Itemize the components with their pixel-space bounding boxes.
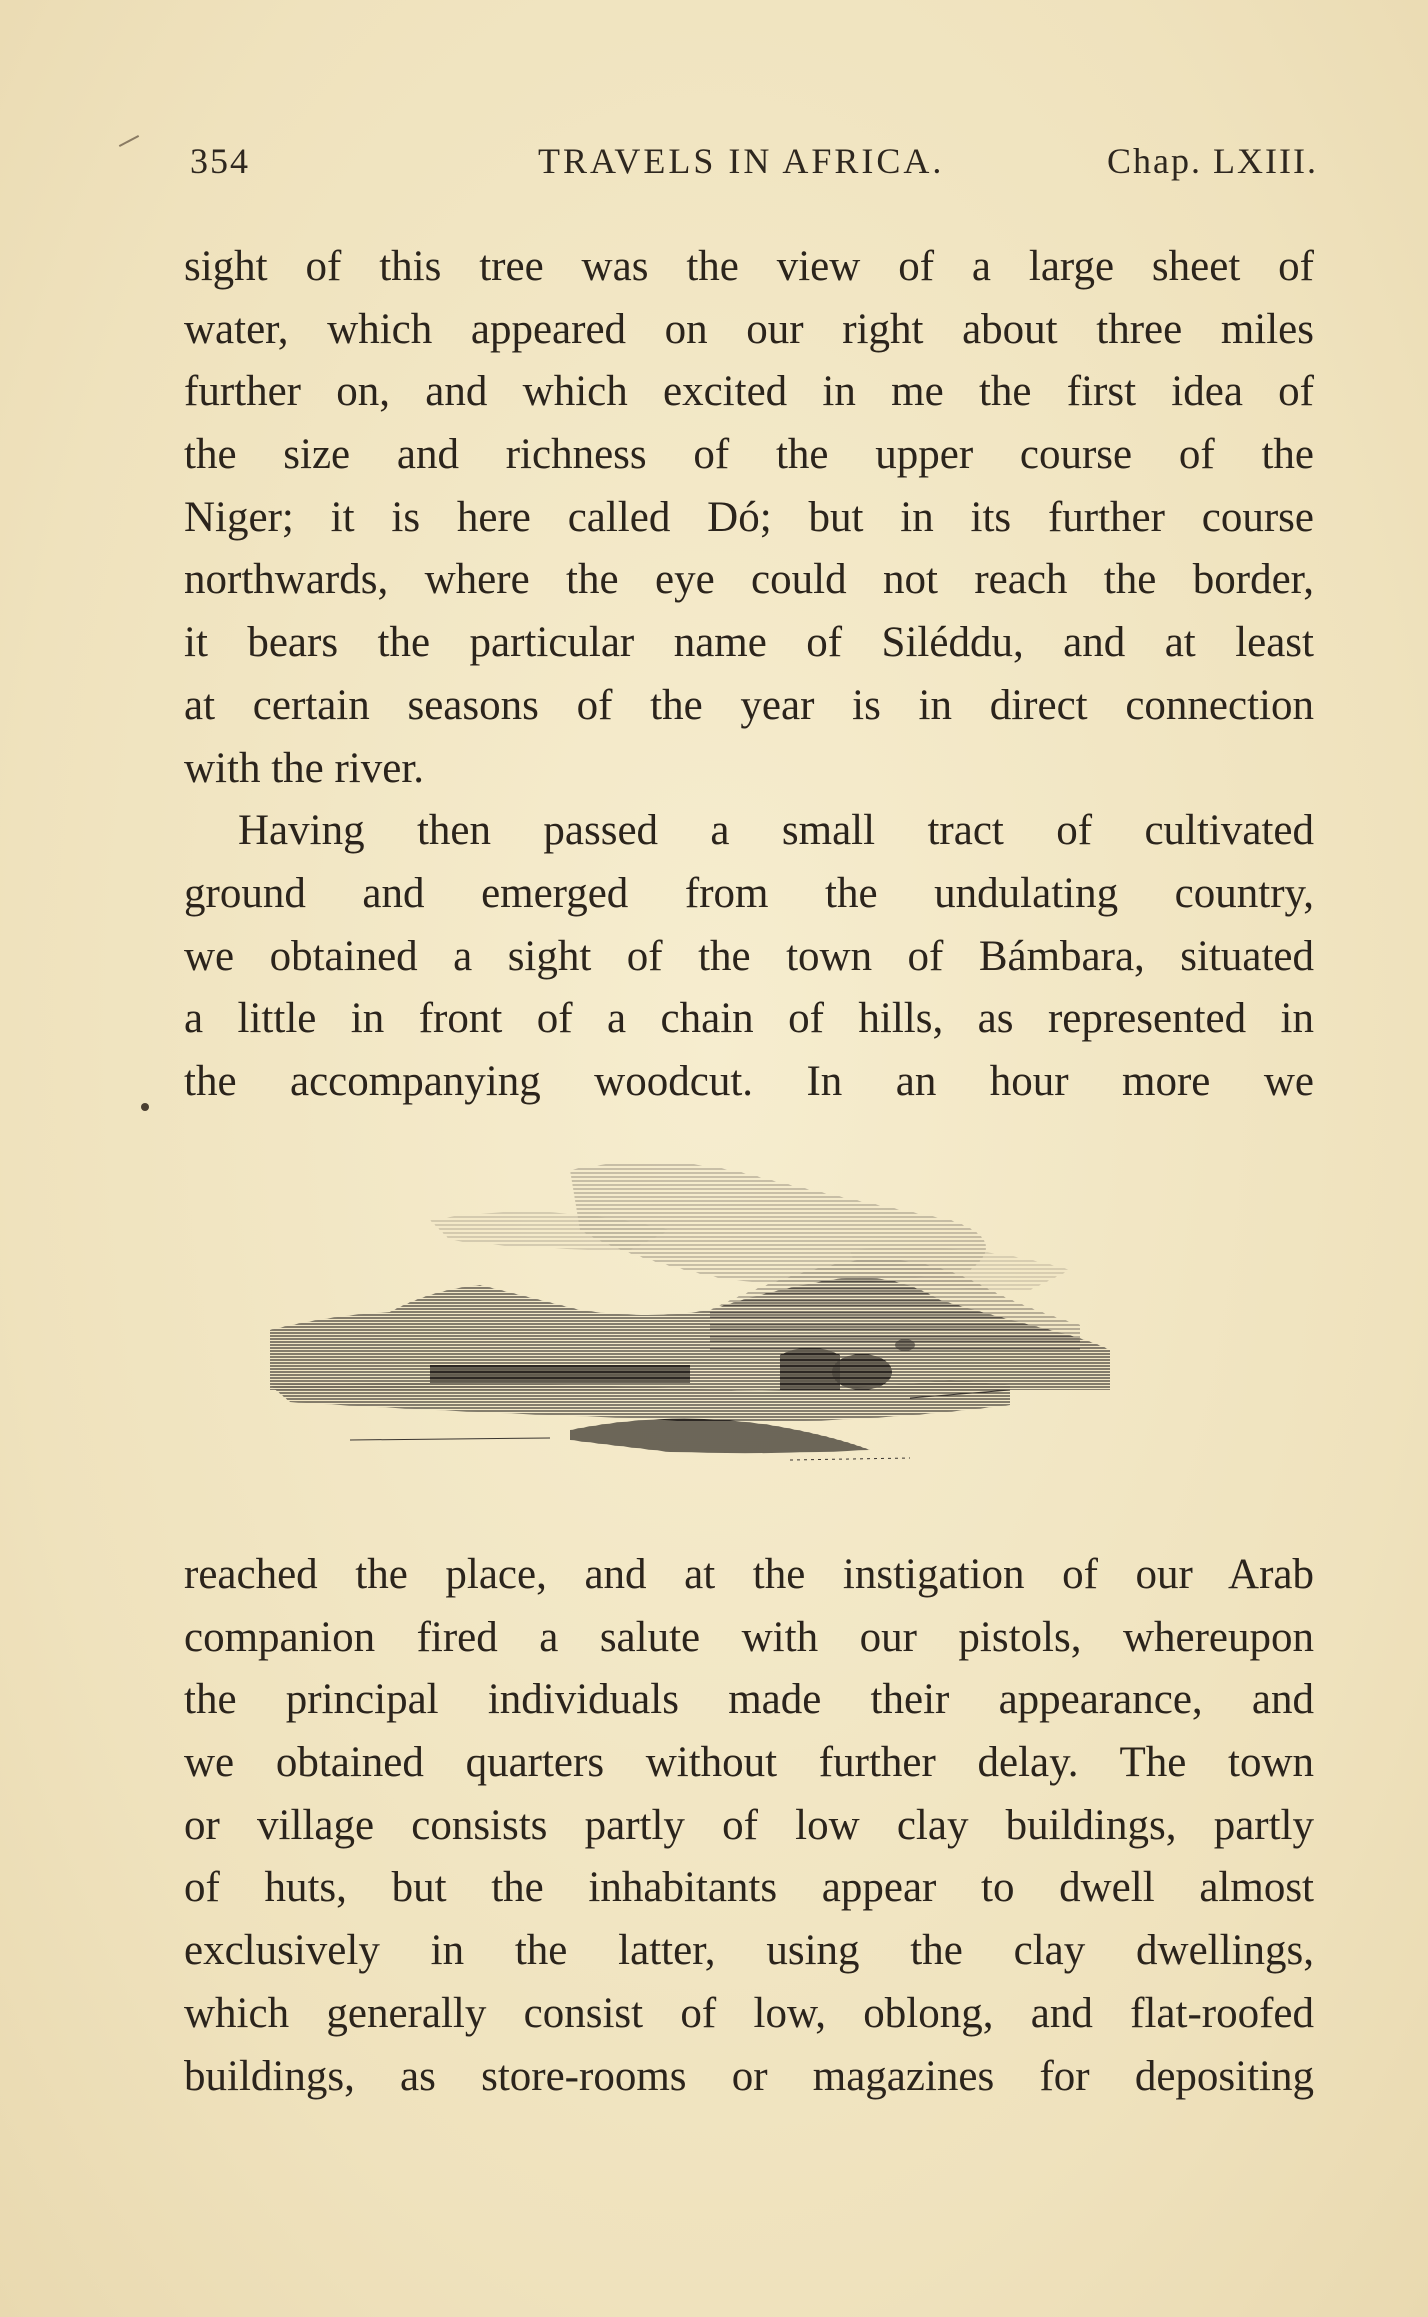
page-number: 354: [190, 141, 250, 181]
text-line: the accompanying woodcut. In an hour more we: [184, 1057, 1314, 1105]
woodcut-illustration: [250, 1140, 1240, 1540]
text-line: northwards, where the eye could not reach the border,: [184, 556, 1314, 604]
sky-clouds: [430, 1162, 1070, 1290]
text-line: with the river.: [184, 744, 425, 792]
foreground-plain: [270, 1380, 1010, 1460]
text-line: companion fired a salute with our pistols, whereupon: [184, 1613, 1314, 1661]
text-line: Niger; it is here called Dó; but in its further course: [184, 493, 1314, 541]
text-line: ground and emerged from the undulating country,: [184, 869, 1314, 917]
text-line: or village consists partly of low clay buildings, partly: [184, 1801, 1314, 1849]
text-line: we obtained a sight of the town of Bámbara, situated: [184, 932, 1314, 980]
text-line: of huts, but the inhabitants appear to dwell almost: [184, 1864, 1314, 1912]
text-line: exclusively in the latter, using the clay dwellings,: [184, 1927, 1314, 1975]
text-line: it bears the particular name of Siléddu, and at least: [184, 619, 1314, 667]
text-line: further on, and which excited in me the first idea of: [184, 368, 1314, 416]
running-header: [186, 140, 1324, 190]
corner-pencil-mark: [119, 135, 139, 147]
text-line: water, which appeared on our right about three miles: [184, 305, 1314, 353]
text-line: buildings, as store-rooms or magazines for depositing: [184, 2052, 1314, 2100]
margin-dot: [141, 1103, 149, 1111]
text-line: which generally consist of low, oblong, and flat-roofed: [184, 1989, 1314, 2037]
text-line: we obtained quarters without further delay. The town: [184, 1739, 1314, 1787]
chapter-label: Chap. LXIII.: [1107, 141, 1318, 181]
text-block-bottom: [184, 1544, 1314, 2108]
text-line: the size and richness of the upper course of the: [184, 431, 1314, 479]
running-title: TRAVELS IN AFRICA.: [538, 141, 945, 181]
text-line: sight of this tree was the view of a large sheet of: [184, 243, 1314, 290]
text-line: Having then passed a small tract of cultivated: [238, 807, 1314, 855]
text-line: the principal individuals made their appearance, and: [184, 1676, 1314, 1724]
text-block-top: [184, 236, 1314, 1114]
text-line: a little in front of a chain of hills, as represented in: [184, 995, 1314, 1043]
text-line: at certain seasons of the year is in direct connection: [184, 681, 1314, 729]
text-line: reached the place, and at the instigation of our Arab: [184, 1551, 1314, 1598]
